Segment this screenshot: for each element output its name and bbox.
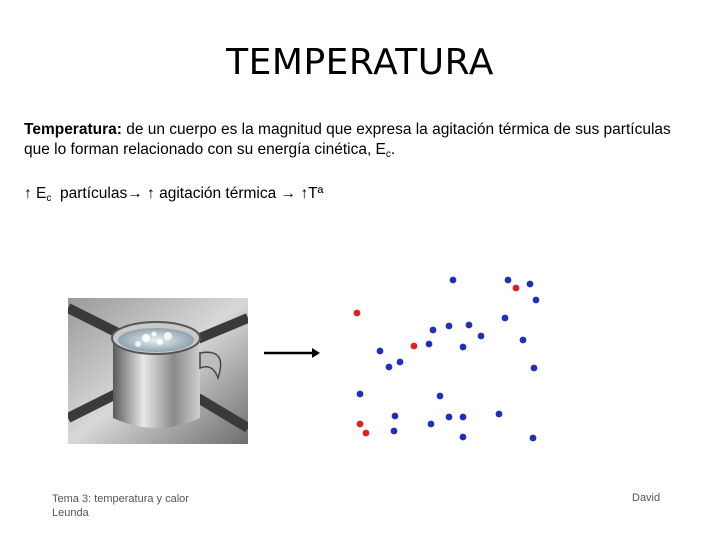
- particle-blue: [530, 435, 537, 442]
- particle-blue: [505, 277, 512, 284]
- particle-blue: [426, 341, 433, 348]
- particle-blue: [533, 297, 540, 304]
- particle-blue: [460, 344, 467, 351]
- particle-blue: [496, 411, 503, 418]
- definition-text: de un cuerpo es la magnitud que expresa la agitación térmica de sus partículas que lo forman relacionado con su energía cinética, E: [24, 121, 671, 158]
- particle-red: [411, 343, 418, 350]
- particle-red: [513, 285, 520, 292]
- particle-blue: [460, 414, 467, 421]
- particle-blue: [397, 359, 404, 366]
- slide-title: TEMPERATURA: [226, 42, 494, 83]
- particle-red: [363, 430, 370, 437]
- particles-diagram: [340, 268, 550, 448]
- particle-red: [354, 310, 361, 317]
- particle-blue: [531, 365, 538, 372]
- definition-term: Temperatura:: [24, 121, 122, 138]
- particle-red: [357, 421, 364, 428]
- particle-blue: [386, 364, 393, 371]
- formula-subscript: c: [46, 193, 52, 204]
- particle-blue: [446, 323, 453, 330]
- footer-topic-line2: Leunda: [52, 507, 89, 519]
- footer-author: David: [632, 492, 661, 504]
- particle-blue: [392, 413, 399, 420]
- particle-blue: [446, 414, 453, 421]
- definition-subscript: c: [385, 149, 391, 160]
- particle-blue: [377, 348, 384, 355]
- definition-end: .: [390, 141, 396, 158]
- footer-topic-line1: Tema 3: temperatura y calor: [52, 493, 189, 505]
- particle-blue: [450, 277, 457, 284]
- formula-line: [24, 184, 323, 209]
- particle-blue: [502, 315, 509, 322]
- particle-blue: [466, 322, 473, 329]
- particle-blue: [527, 281, 534, 288]
- particle-blue: [520, 337, 527, 344]
- definition-paragraph: [24, 120, 684, 165]
- particle-blue: [391, 428, 398, 435]
- particle-blue: [460, 434, 467, 441]
- particle-blue: [428, 421, 435, 428]
- particle-blue: [437, 393, 444, 400]
- particle-blue: [478, 333, 485, 340]
- footer-topic: [52, 492, 189, 520]
- formula-rest: partículas→ ↑ agitación térmica → ↑Tª: [51, 185, 324, 202]
- particle-blue: [430, 327, 437, 334]
- particle-blue: [357, 391, 364, 398]
- boiling-pot-image: [68, 298, 248, 444]
- formula-prefix: ↑ E: [24, 185, 47, 202]
- arrow-icon: [262, 342, 322, 364]
